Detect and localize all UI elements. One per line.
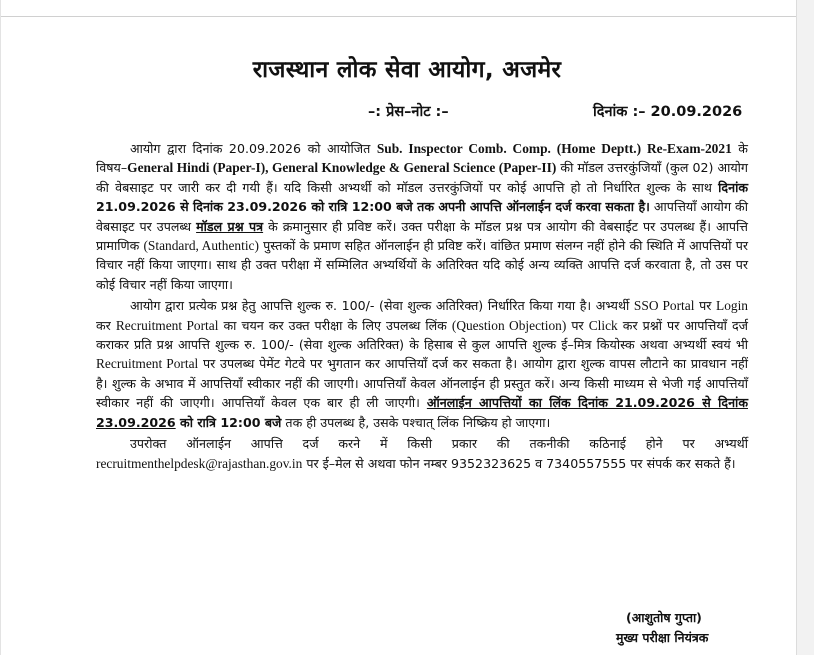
exam-name: Sub. Inspector Comb. Comp. (Home Deptt.) Re-Exam-2021 bbox=[376, 141, 732, 156]
page-title: राजस्थान लोक सेवा आयोग, अजमेर bbox=[252, 57, 562, 83]
left-border bbox=[0, 0, 1, 655]
signatory-name: (आशुतोष गुप्ता) bbox=[626, 610, 702, 625]
text-span: तक ही उपलब्ध है, उसके पश्चात् लिंक निष्क्रिय हो जाएगा। bbox=[281, 414, 551, 430]
document-body bbox=[96, 139, 748, 475]
signatory-designation: मुख्य परीक्षा नियंत्रक bbox=[616, 630, 709, 645]
model-paper-text: मॉडल प्रश्न पत्र bbox=[196, 218, 264, 234]
text-span: पुस्तकों के प्रमाण सहित ऑनलाईन ही प्रविष्ट करें। वांछित प्रमाण संलग्न नहीं होने की स्थिति में आपत्तियों पर विचार नहीं किया जाएगा। साथ ही उक्त परीक्षा में सम्मिलित अभ्यर्थियों के अतिरिक्त यदि कोई अन्य व्यक्ति आपत्ति दर्ज करवाता है, तो उस पर कोई विचार नहीं किया जाएगा। bbox=[96, 238, 749, 292]
top-border bbox=[0, 16, 814, 17]
text-span: की मॉडल उत्तरकुंजियाँ (कुल 02) आयोग की वेबसाइट पर जारी कर दी गयी हैं। यदि किसी अभ्यर्थी को मॉडल उत्तरकुंजियों पर कोई आपत्ति हो तो निर्धारित शुल्क के साथ bbox=[96, 160, 748, 195]
text-span: कर bbox=[96, 317, 116, 333]
text-span: Click bbox=[588, 317, 618, 333]
scrollbar[interactable] bbox=[796, 0, 814, 655]
text-span: का चयन कर उक्त परीक्षा के लिए उपलब्ध लिंक bbox=[218, 317, 452, 333]
helpdesk-email: recruitmenthelpdesk@rajasthan.gov.in bbox=[96, 455, 303, 471]
link-availability-dates: ऑनलाईन आपत्तियों का लिंक दिनांक 21.09.2026 से दिनांक 23.09.2026 bbox=[96, 395, 748, 430]
objection-dates: दिनांक 21.09.2026 से दिनांक 23.09.2026 को रात्रि 12:00 बजे तक अपनी आपत्ति ऑनलाईन दर्ज करवा सकता है। bbox=[96, 179, 748, 215]
text-span: (Standard, Authentic) bbox=[143, 238, 259, 254]
text-span: कर प्रश्नों पर आपत्तियाँ दर्ज कराकर प्रति प्रश्न आपत्ति शुल्क रु. 100/- (सेवा शुल्क अतिरिक्त) के हिसाब से कुल आपत्ति शुल्क ई–मित्र कियोस्क अथवा अभ्यर्थी स्वयं भी bbox=[96, 317, 749, 353]
text-span: Recruitment Portal bbox=[96, 356, 199, 372]
text-span: Login bbox=[716, 298, 749, 314]
text-span: पर उपलब्ध पेमेंट गेटवे पर भुगतान कर आपत्तियाँ दर्ज कर सकता है। आयोग द्वारा शुल्क वापस लौटाने का प्रावधान नहीं है। शुल्क के अभाव में आपत्तियाँ स्वीकार नहीं की जाएगी। आपत्तियाँ केवल ऑनलाईन ही प्रस्तुत करें। अन्य किसी माध्यम से भेजी गई आपत्तियाँ स्वीकार नहीं की जाएगी। आपत्तियाँ केवल एक बार ही ली जाएगी। bbox=[96, 356, 748, 411]
text-span: Recruitment Portal bbox=[115, 317, 219, 333]
paragraph-2 bbox=[96, 296, 748, 432]
text-span: उपरोक्त ऑनलाईन आपत्ति दर्ज करने में किसी प्रकार की तकनीकी कठिनाई होने पर अभ्यर्थी bbox=[130, 436, 748, 452]
date-label: दिनांक :– 20.09.2026 bbox=[593, 104, 743, 120]
text-span: (Question Objection) bbox=[451, 317, 567, 333]
text-span: पर bbox=[694, 298, 717, 314]
text-span: पर ई–मेल से अथवा फोन नम्बर 9352323625 व 7340557555 पर संपर्क कर सकते हैं। bbox=[302, 455, 736, 471]
text-span: के विषय– bbox=[96, 141, 748, 176]
paragraph-3 bbox=[96, 434, 748, 473]
text-span: के क्रमानुसार ही प्रविष्ट करें। उक्त परीक्षा के मॉडल प्रश्न पत्र आयोग की वेबसाईट पर उपलब्ध हैं। आपत्ति प्रामाणिक bbox=[96, 218, 748, 254]
text-span: आपत्तियाँ आयोग की वेबसाइट पर उपलब्ध bbox=[96, 199, 748, 234]
paragraph-1 bbox=[96, 139, 748, 294]
press-note-label: –: प्रेस–नोट :– bbox=[368, 104, 449, 120]
text-span: आयोग द्वारा दिनांक 20.09.2026 को आयोजित bbox=[130, 141, 377, 156]
deadline-time: को रात्रि 12:00 बजे bbox=[175, 414, 282, 430]
subject-names: General Hindi (Paper-I), General Knowledge & General Science (Paper-II) bbox=[127, 160, 557, 176]
text-span: पर bbox=[566, 317, 589, 333]
text-span: SSO Portal bbox=[633, 298, 695, 314]
text-span: आयोग द्वारा प्रत्येक प्रश्न हेतु आपत्ति शुल्क रु. 100/- (सेवा शुल्क अतिरिक्त) निर्धारित किया गया है। अभ्यर्थी bbox=[130, 298, 634, 314]
